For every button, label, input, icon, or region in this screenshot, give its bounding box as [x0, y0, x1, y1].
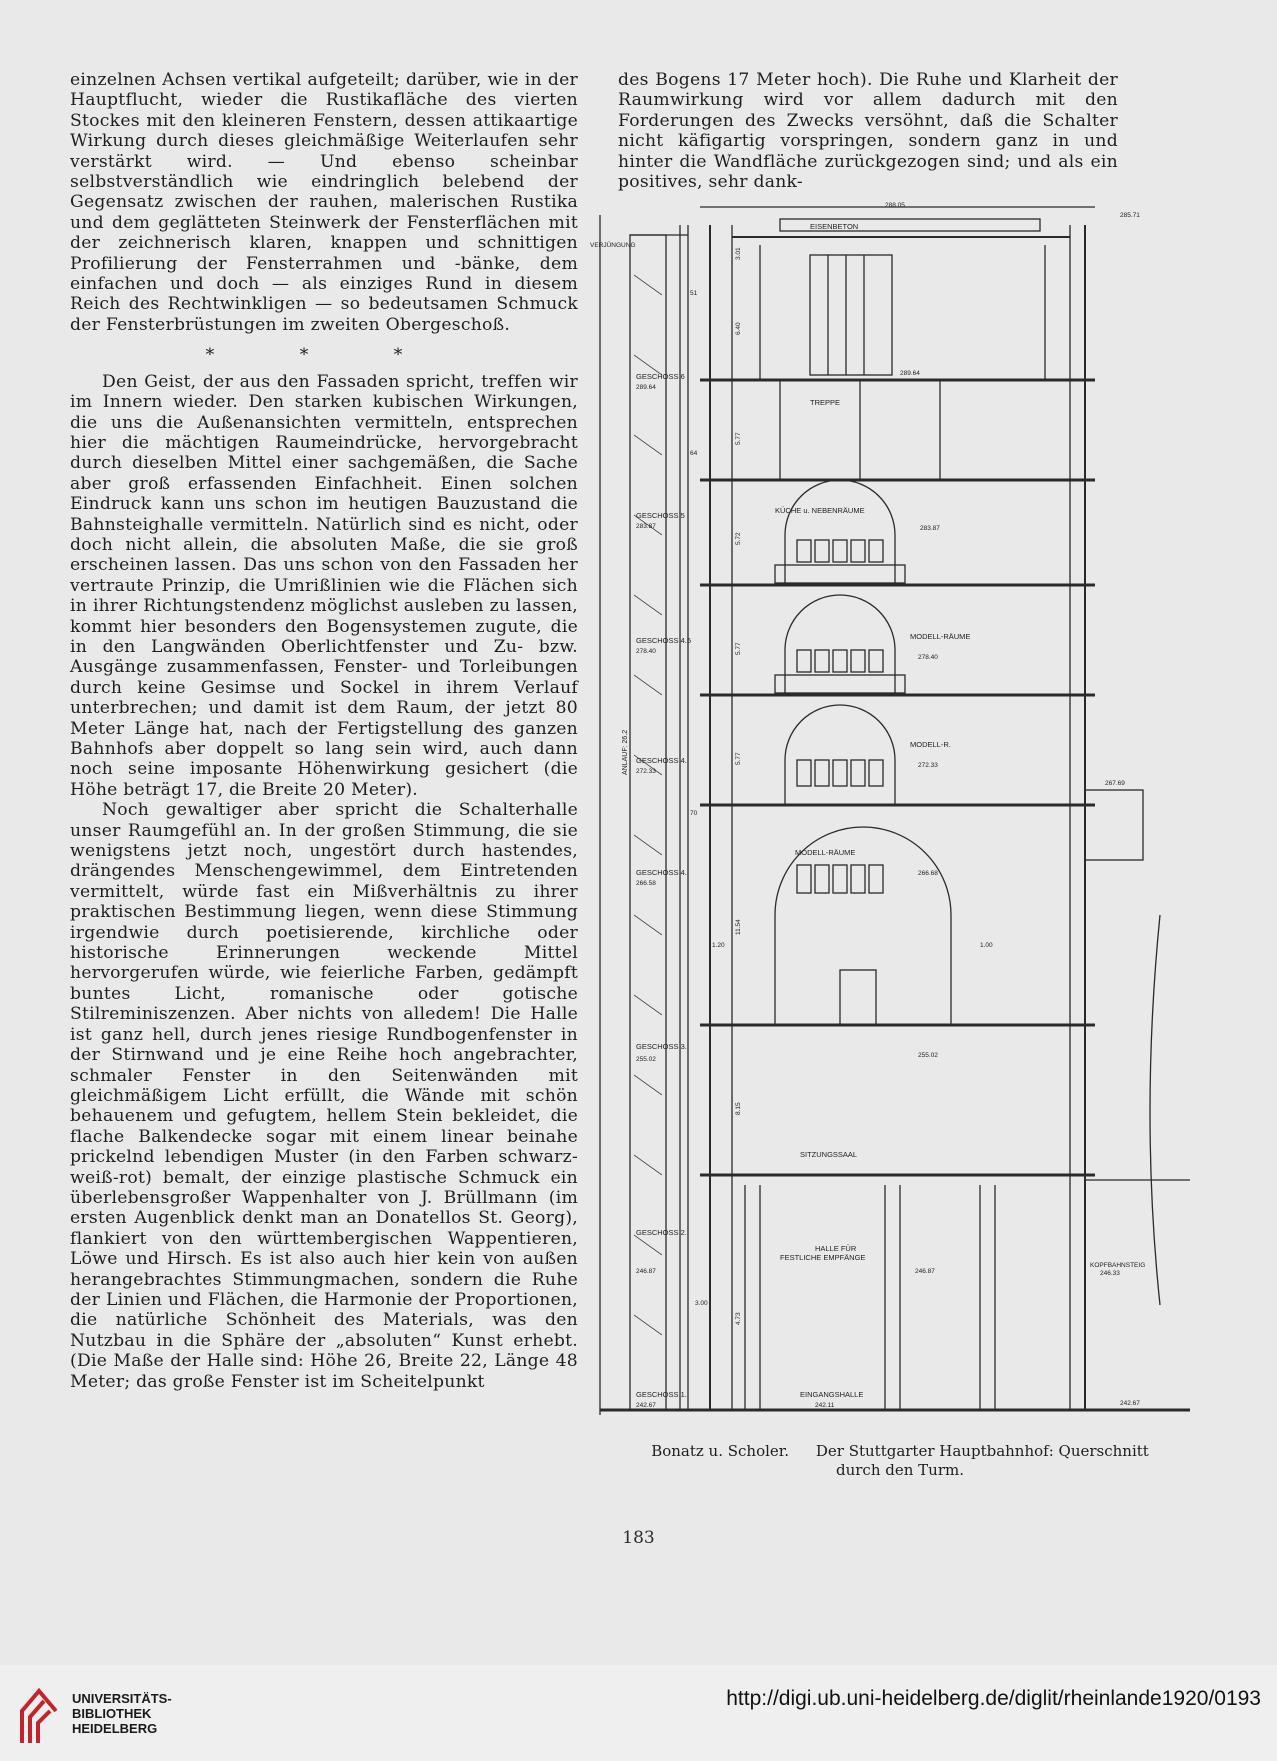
- left-text-column: [70, 70, 578, 1392]
- dim-3: 5.77: [735, 432, 742, 445]
- source-url-link[interactable]: http://digi.ub.uni-heidelberg.de/diglit/rheinlande1920/0193: [726, 1687, 1261, 1710]
- dim-6: 5.77: [735, 752, 742, 765]
- label-geschoss-4b: GESCHOSS 4.: [636, 756, 687, 765]
- dim-8: 8.15: [735, 1102, 742, 1115]
- elevation-1b: 246.87: [915, 1268, 935, 1275]
- elevation-45b: 278.40: [918, 654, 938, 661]
- caption-title-line2: durch den Turm.: [836, 1461, 964, 1479]
- elevation-0c: 242.67: [1120, 1400, 1140, 1407]
- dim-2: 6.40: [735, 322, 742, 335]
- dim-10: 3.00: [695, 1300, 708, 1307]
- label-modell-1: MODELL-RÄUME: [910, 632, 971, 641]
- label-verjuengung: VERJÜNGUNG: [590, 242, 636, 249]
- elevation-45: 278.40: [636, 648, 656, 655]
- dim-9: 4.73: [735, 1312, 742, 1325]
- elevation-6: 289.64: [636, 384, 656, 391]
- elevation-3: 266.58: [636, 880, 656, 887]
- label-geschoss-3: GESCHOSS 3.: [636, 1042, 687, 1051]
- dim-15: 70: [690, 810, 698, 817]
- label-halle-2: FESTLICHE EMPFÄNGE: [780, 1253, 866, 1262]
- elevation-top: 288.05: [885, 202, 905, 209]
- label-modell-2: MODELL-R.: [910, 740, 951, 749]
- label-eisenbeton: EISENBETON: [810, 222, 859, 231]
- label-geschoss-2: GESCHOSS 2.: [636, 1228, 687, 1237]
- elevation-4b: 272.33: [918, 762, 938, 769]
- label-modell-3: MODELL-RÄUME: [795, 848, 856, 857]
- elevation-4: 272.33: [636, 768, 656, 775]
- elevation-2b: 255.02: [918, 1052, 938, 1059]
- label-geschoss-45: GESCHOSS 4.5: [636, 636, 692, 645]
- library-line-1: UNIVERSITÄTS-: [72, 1691, 172, 1706]
- label-geschoss-6: GESCHOSS 6: [636, 372, 685, 381]
- elevation-0b: 242.11: [815, 1402, 835, 1409]
- label-kopfbahnsteig: KOPFBAHNSTEIG: [1090, 1262, 1146, 1269]
- elevation-3c: 267.69: [1105, 780, 1125, 787]
- label-sitzungssaal: SITZUNGSSAAL: [800, 1150, 858, 1159]
- paragraph-1: einzelnen Achsen vertikal aufgeteilt; darüber, wie in der Hauptflucht, wieder die Rustikafläche des vierten Stockes mit den kleineren Fenstern, dessen attikaartige Wirkung durch dieses gleichmäßige Weiterlaufen sehr verstärkt wird. — Und ebenso scheinbar selbstverständlich wie eindringlich belebend der Gegensatz zwischen der rauhen, malerischen Rustika und dem geglätteten Steinwerk der Fensterflächen mit der zeichnerisch klaren, knappen und schnittigen Profilierung der Fensterrahmen und -bänke, dem einfachen und doch — als einziges Rund in diesem Reich des Rechtwinkligen — so bedeutsamen Schmuck der Fensterbrüstungen im zweiten Obergeschoß.: [70, 70, 578, 335]
- elevation-6b: 289.64: [900, 370, 920, 377]
- label-anlauf: ANLAUF: 26.2: [622, 729, 629, 775]
- section-divider-stars: * * *: [205, 345, 443, 366]
- elevation-3b: 266.68: [918, 870, 938, 877]
- library-logo-icon: [16, 1683, 62, 1749]
- label-halle-1: HALLE FÜR: [815, 1244, 857, 1253]
- elevation-5b: 283.87: [920, 525, 940, 532]
- label-eingangshalle: EINGANGSHALLE: [800, 1390, 864, 1399]
- elevation-top2: 285.71: [1120, 212, 1140, 219]
- figure-caption: [640, 1442, 1160, 1480]
- library-line-3: HEIDELBERG: [72, 1721, 158, 1736]
- label-geschoss-4c: GESCHOSS 4.: [636, 868, 687, 877]
- dim-12: 1.00: [980, 942, 993, 949]
- library-line-2: BIBLIOTHEK: [72, 1706, 152, 1721]
- label-kueche: KÜCHE u. NEBENRÄUME: [775, 506, 865, 515]
- elevation-5: 283.87: [636, 523, 656, 530]
- footer-bar: [0, 1665, 1277, 1761]
- dim-11: 1.20: [712, 942, 725, 949]
- label-geschoss-1: GESCHOSS 1.: [636, 1390, 687, 1399]
- dim-7: 11.54: [735, 919, 742, 935]
- caption-title: Der Stuttgarter Hauptbahnhof: Querschnitt: [815, 1442, 1149, 1460]
- paragraph-3: Noch gewaltiger aber spricht die Schalterhalle unser Raumgefühl an. In der großen Stimmung, die sie wenigstens jetzt noch, ungestört durch hastendes, drängendes Menschengewimmel, dem Eintretenden vermittelt, würde fast ein Mißverhältnis zu ihrer praktischen Bestimmung liegen, wenn diese Stimmung irgendwie durch poetisierende, kirchliche oder historische Erinnerungen weckende Mittel hervorgerufen würde, wie feierliche Farben, gedämpft buntes Licht, romanische oder gotische Stilreminiszenzen. Aber nichts von alledem! Die Halle ist ganz hell, durch jenes riesige Rundbogenfenster in der Stirnwand und je eine Reihe hoch angebrachter, schmaler Fenster in den Seitenwänden mit gleichmäßigem Licht erfüllt, die Wände mit schön behauenem und gefugtem, hellem Stein bekleidet, die flache Balkendecke sogar mit einem linear beinahe prickelnd lebendigen Muster (in den Farben schwarz-weiß-rot) bemalt, der einzige plastische Schmuck ein überlebensgroßer Wappenhalter von J. Brüllmann (im ersten Augenblick denkt man an Donatellos St. Georg), flankiert von den württembergischen Wappentieren, Löwe und Hirsch. Es ist also auch hier kein von außen herangebrachtes Stimmungmachen, sondern die Ruhe der Linien und Flächen, die Harmonie der Proportionen, die natürliche Schönheit des Materials, was den Nutzbau in die Sphäre der „absoluten“ Kunst erhebt. (Die Maße der Halle sind: Höhe 26, Breite 22, Länge 48 Meter; das große Fenster ist im Scheitelpunkt: [70, 800, 578, 1392]
- dim-4: 5.72: [735, 532, 742, 545]
- elevation-1c: 246.33: [1100, 1270, 1120, 1277]
- tower-cross-section-drawing: [590, 202, 1190, 1415]
- paragraph-right: des Bogens 17 Meter hoch). Die Ruhe und Klarheit der Raumwirkung wird vor allem dadurch mit den Forderungen des Zwecks versöhnt, daß die Schalter nicht käfigartig vorspringen, sondern ganz in und hinter die Wandfläche zurückgezogen sind; und als ein positives, sehr dank-: [618, 70, 1118, 193]
- label-treppe: TREPPE: [810, 398, 841, 407]
- elevation-2: 255.02: [636, 1056, 656, 1063]
- elevation-1: 246.87: [636, 1268, 656, 1275]
- dim-14: 64: [690, 450, 698, 457]
- page-number: 183: [622, 1528, 655, 1548]
- caption-author: Bonatz u. Scholer.: [651, 1442, 790, 1460]
- right-text-column: [618, 70, 1118, 192]
- dim-1: 3.01: [735, 247, 742, 260]
- dim-5: 5.77: [735, 642, 742, 655]
- library-name: [72, 1691, 172, 1736]
- elevation-0: 242.67: [636, 1402, 656, 1409]
- paragraph-2: Den Geist, der aus den Fassaden spricht, treffen wir im Innern wieder. Den starken kubischen Wirkungen, die uns die Außenansichten vermitteln, entsprechen hier die mächtigen Raumeindrücke, hervorgebracht durch dieselben Mittel einer sachgemäßen, die Sache aber groß erfassenden Einfachheit. Einen solchen Eindruck kann uns schon im heutigen Bauzustand die Bahnsteighalle vermitteln. Natürlich sind es nicht, oder doch nicht allein, die absoluten Maße, die sie groß erscheinen lassen. Das uns schon von den Fassaden her vertraute Prinzip, die Umrißlinien wie die Flächen sich in ihrer Richtungstendenz möglichst ausleben zu lassen, kommt hier besonders den Bogensystemen zugute, die in den Langwänden Oberlichtfenster und Zu- bzw. Ausgänge zusammenfassen, Fenster- und Torleibungen durch keine Gesimse und Sockel in ihrem Verlauf unterbrechen; und damit ist dem Raum, der jetzt 80 Meter Länge hat, nach der Fertigstellung des ganzen Bahnhofs aber doppelt so lang sein wird, auch dann noch seine imposante Höhenwirkung gesichert (die Höhe beträgt 17, die Breite 20 Meter).: [70, 371, 578, 800]
- dim-13: 51: [690, 290, 698, 297]
- label-geschoss-5: GESCHOSS 5: [636, 511, 685, 520]
